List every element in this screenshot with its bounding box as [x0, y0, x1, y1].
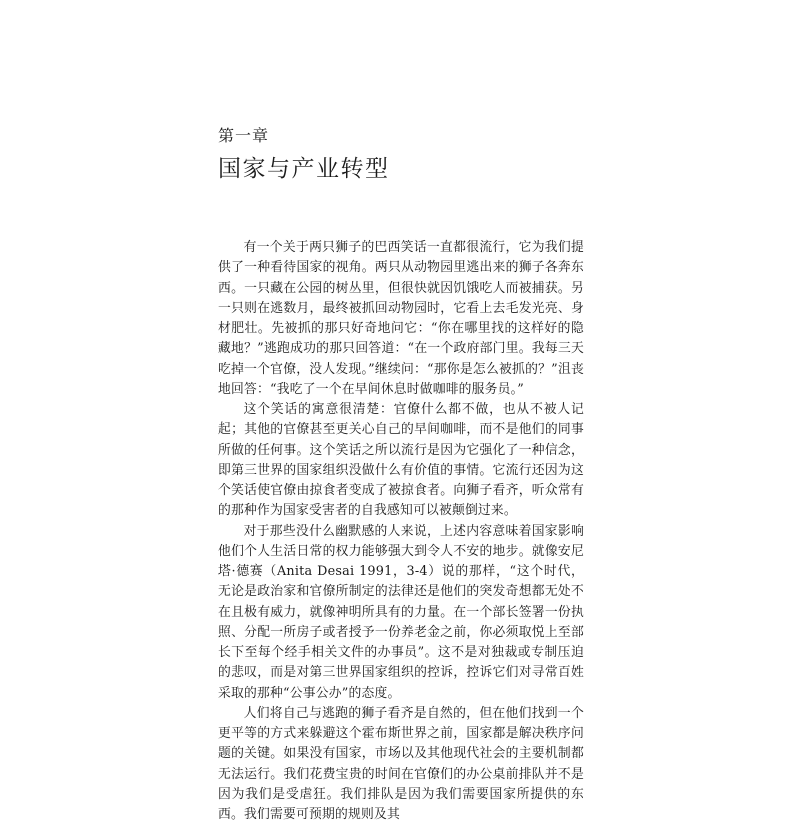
- body-paragraph-1: 有一个关于两只狮子的巴西笑话一直都很流行，它为我们提供了一种看待国家的视角。两只从动物园里逃出来的狮子各奔东西。一只藏在公园的树丛里，但很快就因饥饿吃人而被捕获。另一只则在逃数月，最终被抓回动物园时，它看上去毛发光亮、身材肥壮。先被抓的那只好奇地问它：“你在哪里找的这样好的隐藏地？”逃跑成功的那只回答道：“在一个政府部门里。我每三天吃掉一个官僚，没人发现。”继续问：“那你是怎么被抓的？”沮丧地回答：“我吃了一个在早间休息时做咖啡的服务员。”: [218, 240, 584, 397]
- body-paragraph-4: 人们将自己与逃跑的狮子看齐是自然的，但在他们找到一个更平等的方式来躲避这个霍布斯世界之前，国家都是解决秩序问题的关键。如果没有国家，市场以及其他现代社会的主要机制都无法运行。我们花费宝贵的时间在官僚们的办公桌前排队并不是因为我们是受虐狂。我们排队是因为我们需要国家所提供的东西。我们需要可预期的规则及其: [218, 705, 584, 822]
- body-paragraph-3: 对于那些没什么幽默感的人来说，上述内容意味着国家影响他们个人生活日常的权力能够强大到令人不安的地步。就像安尼塔·德赛（Anita Desai 1991，3-4）说的那样，“这个时代，无论是政治家和官僚所制定的法律还是他们的突发奇想都无处不在且极有威力，就像神明所具有的力量。在一个部长签署一份执照、分配一所房子或者授予一份养老金之前，你必须取悦上至部长下至每个经手相关文件的办事员”。这不是对独裁或专制压迫的悲叹，而是对第三世界国家组织的控诉，控诉它们对寻常百姓采取的那种“公事公办”的态度。: [218, 523, 584, 701]
- chapter-title: 国家与产业转型: [218, 156, 390, 182]
- chapter-number: 第一章: [218, 126, 270, 145]
- body-paragraph-2: 这个笑话的寓意很清楚：官僚什么都不做，也从不被人记起；其他的官僚甚至更关心自己的早间咖啡，而不是他们的同事所做的任何事。这个笑话之所以流行是因为它强化了一种信念，即第三世界的国家组织没做什么有价值的事情。它流行还因为这个笑话使官僚由掠食者变成了被掠食者。向狮子看齐，听众常有的那种作为国家受害者的自我感知可以被颠倒过来。: [218, 402, 584, 519]
- chapter-body: [218, 238, 584, 825]
